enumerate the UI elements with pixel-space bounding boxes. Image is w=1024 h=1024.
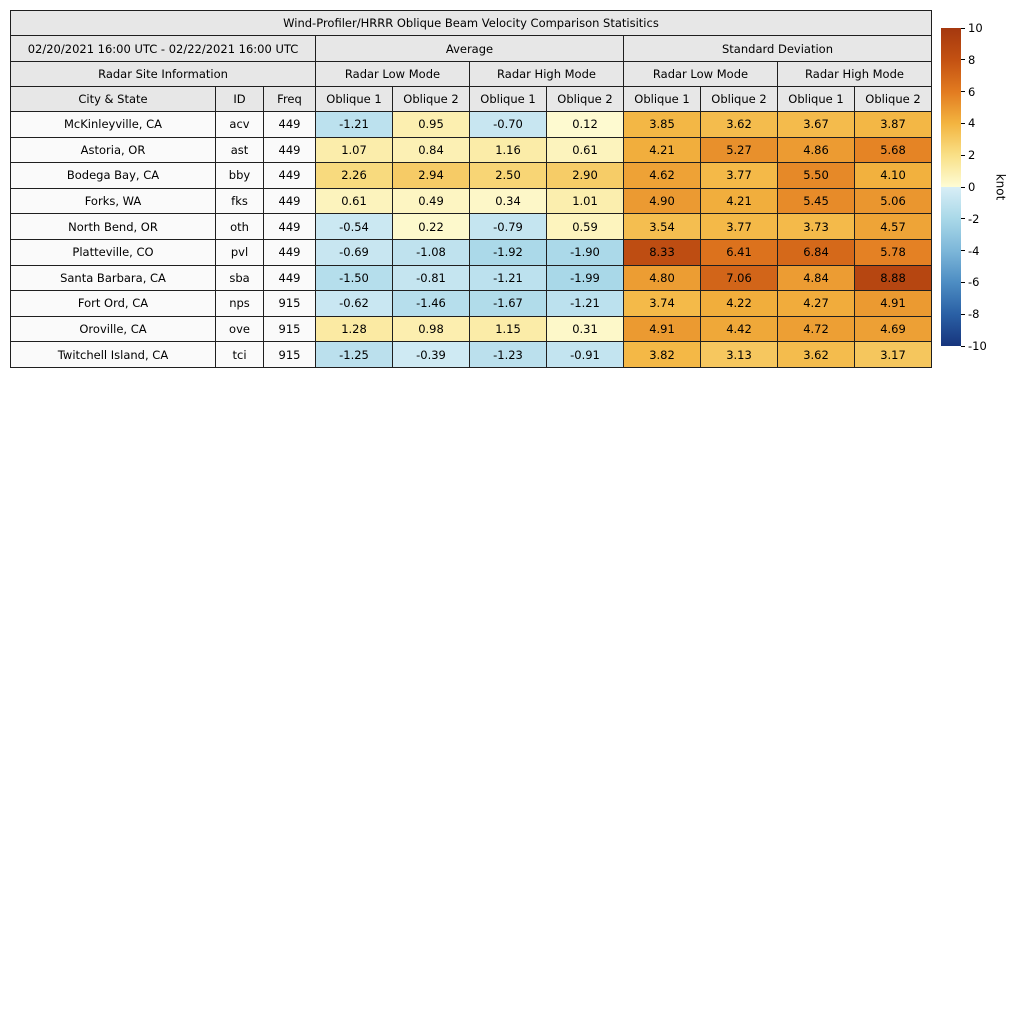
value-cell: 0.59: [547, 214, 624, 240]
freq-cell: 915: [264, 342, 316, 368]
value-cell: 3.74: [624, 291, 701, 317]
value-cell: -1.46: [393, 291, 470, 317]
value-cell: 2.94: [393, 163, 470, 189]
city-state-cell: Astoria, OR: [11, 137, 216, 163]
value-cell: -1.23: [470, 342, 547, 368]
value-cell: -0.62: [316, 291, 393, 317]
value-cell: 4.91: [624, 316, 701, 342]
value-cell: 3.77: [701, 163, 778, 189]
colorbar-tick-label: -10: [968, 339, 987, 353]
value-cell: 3.13: [701, 342, 778, 368]
value-cell: 0.31: [547, 316, 624, 342]
value-cell: 3.54: [624, 214, 701, 240]
value-cell: 4.86: [778, 137, 855, 163]
freq-cell: 449: [264, 112, 316, 138]
value-cell: 4.90: [624, 188, 701, 214]
col-header-oblique2: Oblique 2: [547, 87, 624, 112]
value-cell: -0.79: [470, 214, 547, 240]
site-id-cell: ove: [216, 316, 264, 342]
city-state-cell: Bodega Bay, CA: [11, 163, 216, 189]
col-header-oblique2: Oblique 2: [855, 87, 932, 112]
city-state-cell: Twitchell Island, CA: [11, 342, 216, 368]
value-cell: -1.21: [547, 291, 624, 317]
colorbar-tick: [961, 123, 965, 124]
city-state-cell: Forks, WA: [11, 188, 216, 214]
colorbar-tick-label: 6: [968, 84, 976, 99]
value-cell: 0.34: [470, 188, 547, 214]
value-cell: 0.22: [393, 214, 470, 240]
colorbar-tick-label: 10: [968, 21, 983, 35]
colorbar-tick-label: 4: [968, 116, 976, 131]
table-row: [11, 239, 932, 265]
col-header-freq: Freq: [264, 87, 316, 112]
value-cell: -1.92: [470, 239, 547, 265]
freq-cell: 449: [264, 265, 316, 291]
site-id-cell: sba: [216, 265, 264, 291]
value-cell: 0.95: [393, 112, 470, 138]
value-cell: 6.41: [701, 239, 778, 265]
value-cell: 0.84: [393, 137, 470, 163]
colorbar-tick-label: -8: [968, 307, 980, 322]
value-cell: 4.69: [855, 316, 932, 342]
table-row: [11, 291, 932, 317]
colorbar-tick-label: -2: [968, 211, 980, 226]
value-cell: -0.69: [316, 239, 393, 265]
col-header-oblique1: Oblique 1: [470, 87, 547, 112]
value-cell: 1.15: [470, 316, 547, 342]
site-id-cell: pvl: [216, 239, 264, 265]
freq-cell: 915: [264, 291, 316, 317]
colorbar-tick-label: 2: [968, 148, 976, 163]
site-id-cell: bby: [216, 163, 264, 189]
value-cell: -0.54: [316, 214, 393, 240]
colorbar-tick: [961, 28, 965, 29]
value-cell: 4.22: [701, 291, 778, 317]
site-id-cell: acv: [216, 112, 264, 138]
value-cell: 4.84: [778, 265, 855, 291]
value-cell: -1.21: [470, 265, 547, 291]
site-id-cell: ast: [216, 137, 264, 163]
value-cell: 7.06: [701, 265, 778, 291]
site-info-header: Radar Site Information: [11, 62, 316, 87]
table-row: [11, 214, 932, 240]
value-cell: 4.91: [855, 291, 932, 317]
colorbar-tick: [961, 91, 965, 92]
col-header-oblique1: Oblique 1: [624, 87, 701, 112]
value-cell: 3.85: [624, 112, 701, 138]
value-cell: -0.39: [393, 342, 470, 368]
colorbar-tick: [961, 346, 965, 347]
value-cell: 1.07: [316, 137, 393, 163]
col-header-oblique1: Oblique 1: [778, 87, 855, 112]
value-cell: 3.73: [778, 214, 855, 240]
freq-cell: 449: [264, 188, 316, 214]
value-cell: 2.26: [316, 163, 393, 189]
value-cell: 3.17: [855, 342, 932, 368]
site-id-cell: fks: [216, 188, 264, 214]
value-cell: 4.21: [624, 137, 701, 163]
site-id-cell: oth: [216, 214, 264, 240]
stats-table: [10, 10, 932, 368]
value-cell: -1.90: [547, 239, 624, 265]
value-cell: 3.62: [778, 342, 855, 368]
col-header-city-state: City & State: [11, 87, 216, 112]
value-cell: 5.50: [778, 163, 855, 189]
value-cell: -1.08: [393, 239, 470, 265]
mode-header-avg-low: Radar Low Mode: [316, 62, 470, 87]
table-row: [11, 163, 932, 189]
value-cell: 4.80: [624, 265, 701, 291]
city-state-cell: Santa Barbara, CA: [11, 265, 216, 291]
colorbar-label: knot: [993, 173, 1008, 201]
freq-cell: 915: [264, 316, 316, 342]
value-cell: -1.50: [316, 265, 393, 291]
value-cell: 5.68: [855, 137, 932, 163]
value-cell: 4.10: [855, 163, 932, 189]
colorbar-tick-label: -6: [968, 275, 980, 290]
value-cell: 0.12: [547, 112, 624, 138]
city-state-cell: Fort Ord, CA: [11, 291, 216, 317]
table-title: Wind-Profiler/HRRR Oblique Beam Velocity Comparison Statisitics: [11, 11, 932, 36]
freq-cell: 449: [264, 137, 316, 163]
value-cell: 1.16: [470, 137, 547, 163]
value-cell: 5.45: [778, 188, 855, 214]
value-cell: -1.21: [316, 112, 393, 138]
colorbar-tick: [961, 218, 965, 219]
table-row: [11, 112, 932, 138]
value-cell: 4.42: [701, 316, 778, 342]
value-cell: 6.84: [778, 239, 855, 265]
value-cell: -0.91: [547, 342, 624, 368]
date-range: 02/20/2021 16:00 UTC - 02/22/2021 16:00 UTC: [11, 36, 316, 62]
col-header-id: ID: [216, 87, 264, 112]
value-cell: -1.99: [547, 265, 624, 291]
group-header-standard-deviation: Standard Deviation: [624, 36, 932, 62]
value-cell: 5.06: [855, 188, 932, 214]
table-row: [11, 342, 932, 368]
value-cell: 1.28: [316, 316, 393, 342]
table-row: [11, 137, 932, 163]
table-row: [11, 316, 932, 342]
freq-cell: 449: [264, 163, 316, 189]
group-header-average: Average: [316, 36, 624, 62]
value-cell: 5.78: [855, 239, 932, 265]
value-cell: 3.62: [701, 112, 778, 138]
colorbar-tick-label: -4: [968, 243, 980, 258]
colorbar-tick-label: 8: [968, 52, 976, 67]
value-cell: 4.27: [778, 291, 855, 317]
mode-header-sd-low: Radar Low Mode: [624, 62, 778, 87]
col-header-oblique2: Oblique 2: [393, 87, 470, 112]
site-id-cell: nps: [216, 291, 264, 317]
value-cell: 0.61: [547, 137, 624, 163]
value-cell: 1.01: [547, 188, 624, 214]
site-id-cell: tci: [216, 342, 264, 368]
colorbar-tick: [961, 250, 965, 251]
table-row: [11, 188, 932, 214]
col-header-oblique2: Oblique 2: [701, 87, 778, 112]
colorbar: [941, 21, 1008, 353]
value-cell: 3.87: [855, 112, 932, 138]
value-cell: 8.88: [855, 265, 932, 291]
value-cell: 2.90: [547, 163, 624, 189]
colorbar-tick: [961, 282, 965, 283]
value-cell: 5.27: [701, 137, 778, 163]
value-cell: 3.82: [624, 342, 701, 368]
freq-cell: 449: [264, 239, 316, 265]
colorbar-tick: [961, 314, 965, 315]
value-cell: -1.25: [316, 342, 393, 368]
colorbar-tick: [961, 155, 965, 156]
mode-header-sd-high: Radar High Mode: [778, 62, 932, 87]
freq-cell: 449: [264, 214, 316, 240]
value-cell: 3.67: [778, 112, 855, 138]
colorbar-tick: [961, 59, 965, 60]
city-state-cell: Platteville, CO: [11, 239, 216, 265]
value-cell: 4.62: [624, 163, 701, 189]
value-cell: 0.98: [393, 316, 470, 342]
value-cell: 2.50: [470, 163, 547, 189]
value-cell: 4.57: [855, 214, 932, 240]
colorbar-tick: [961, 187, 965, 188]
mode-header-avg-high: Radar High Mode: [470, 62, 624, 87]
value-cell: 4.72: [778, 316, 855, 342]
colorbar-gradient: [941, 28, 961, 346]
value-cell: -0.70: [470, 112, 547, 138]
city-state-cell: North Bend, OR: [11, 214, 216, 240]
value-cell: -0.81: [393, 265, 470, 291]
value-cell: 0.61: [316, 188, 393, 214]
city-state-cell: McKinleyville, CA: [11, 112, 216, 138]
city-state-cell: Oroville, CA: [11, 316, 216, 342]
value-cell: 8.33: [624, 239, 701, 265]
value-cell: 0.49: [393, 188, 470, 214]
value-cell: 3.77: [701, 214, 778, 240]
value-cell: -1.67: [470, 291, 547, 317]
value-cell: 4.21: [701, 188, 778, 214]
table-row: [11, 265, 932, 291]
col-header-oblique1: Oblique 1: [316, 87, 393, 112]
colorbar-tick-label: 0: [968, 180, 976, 194]
